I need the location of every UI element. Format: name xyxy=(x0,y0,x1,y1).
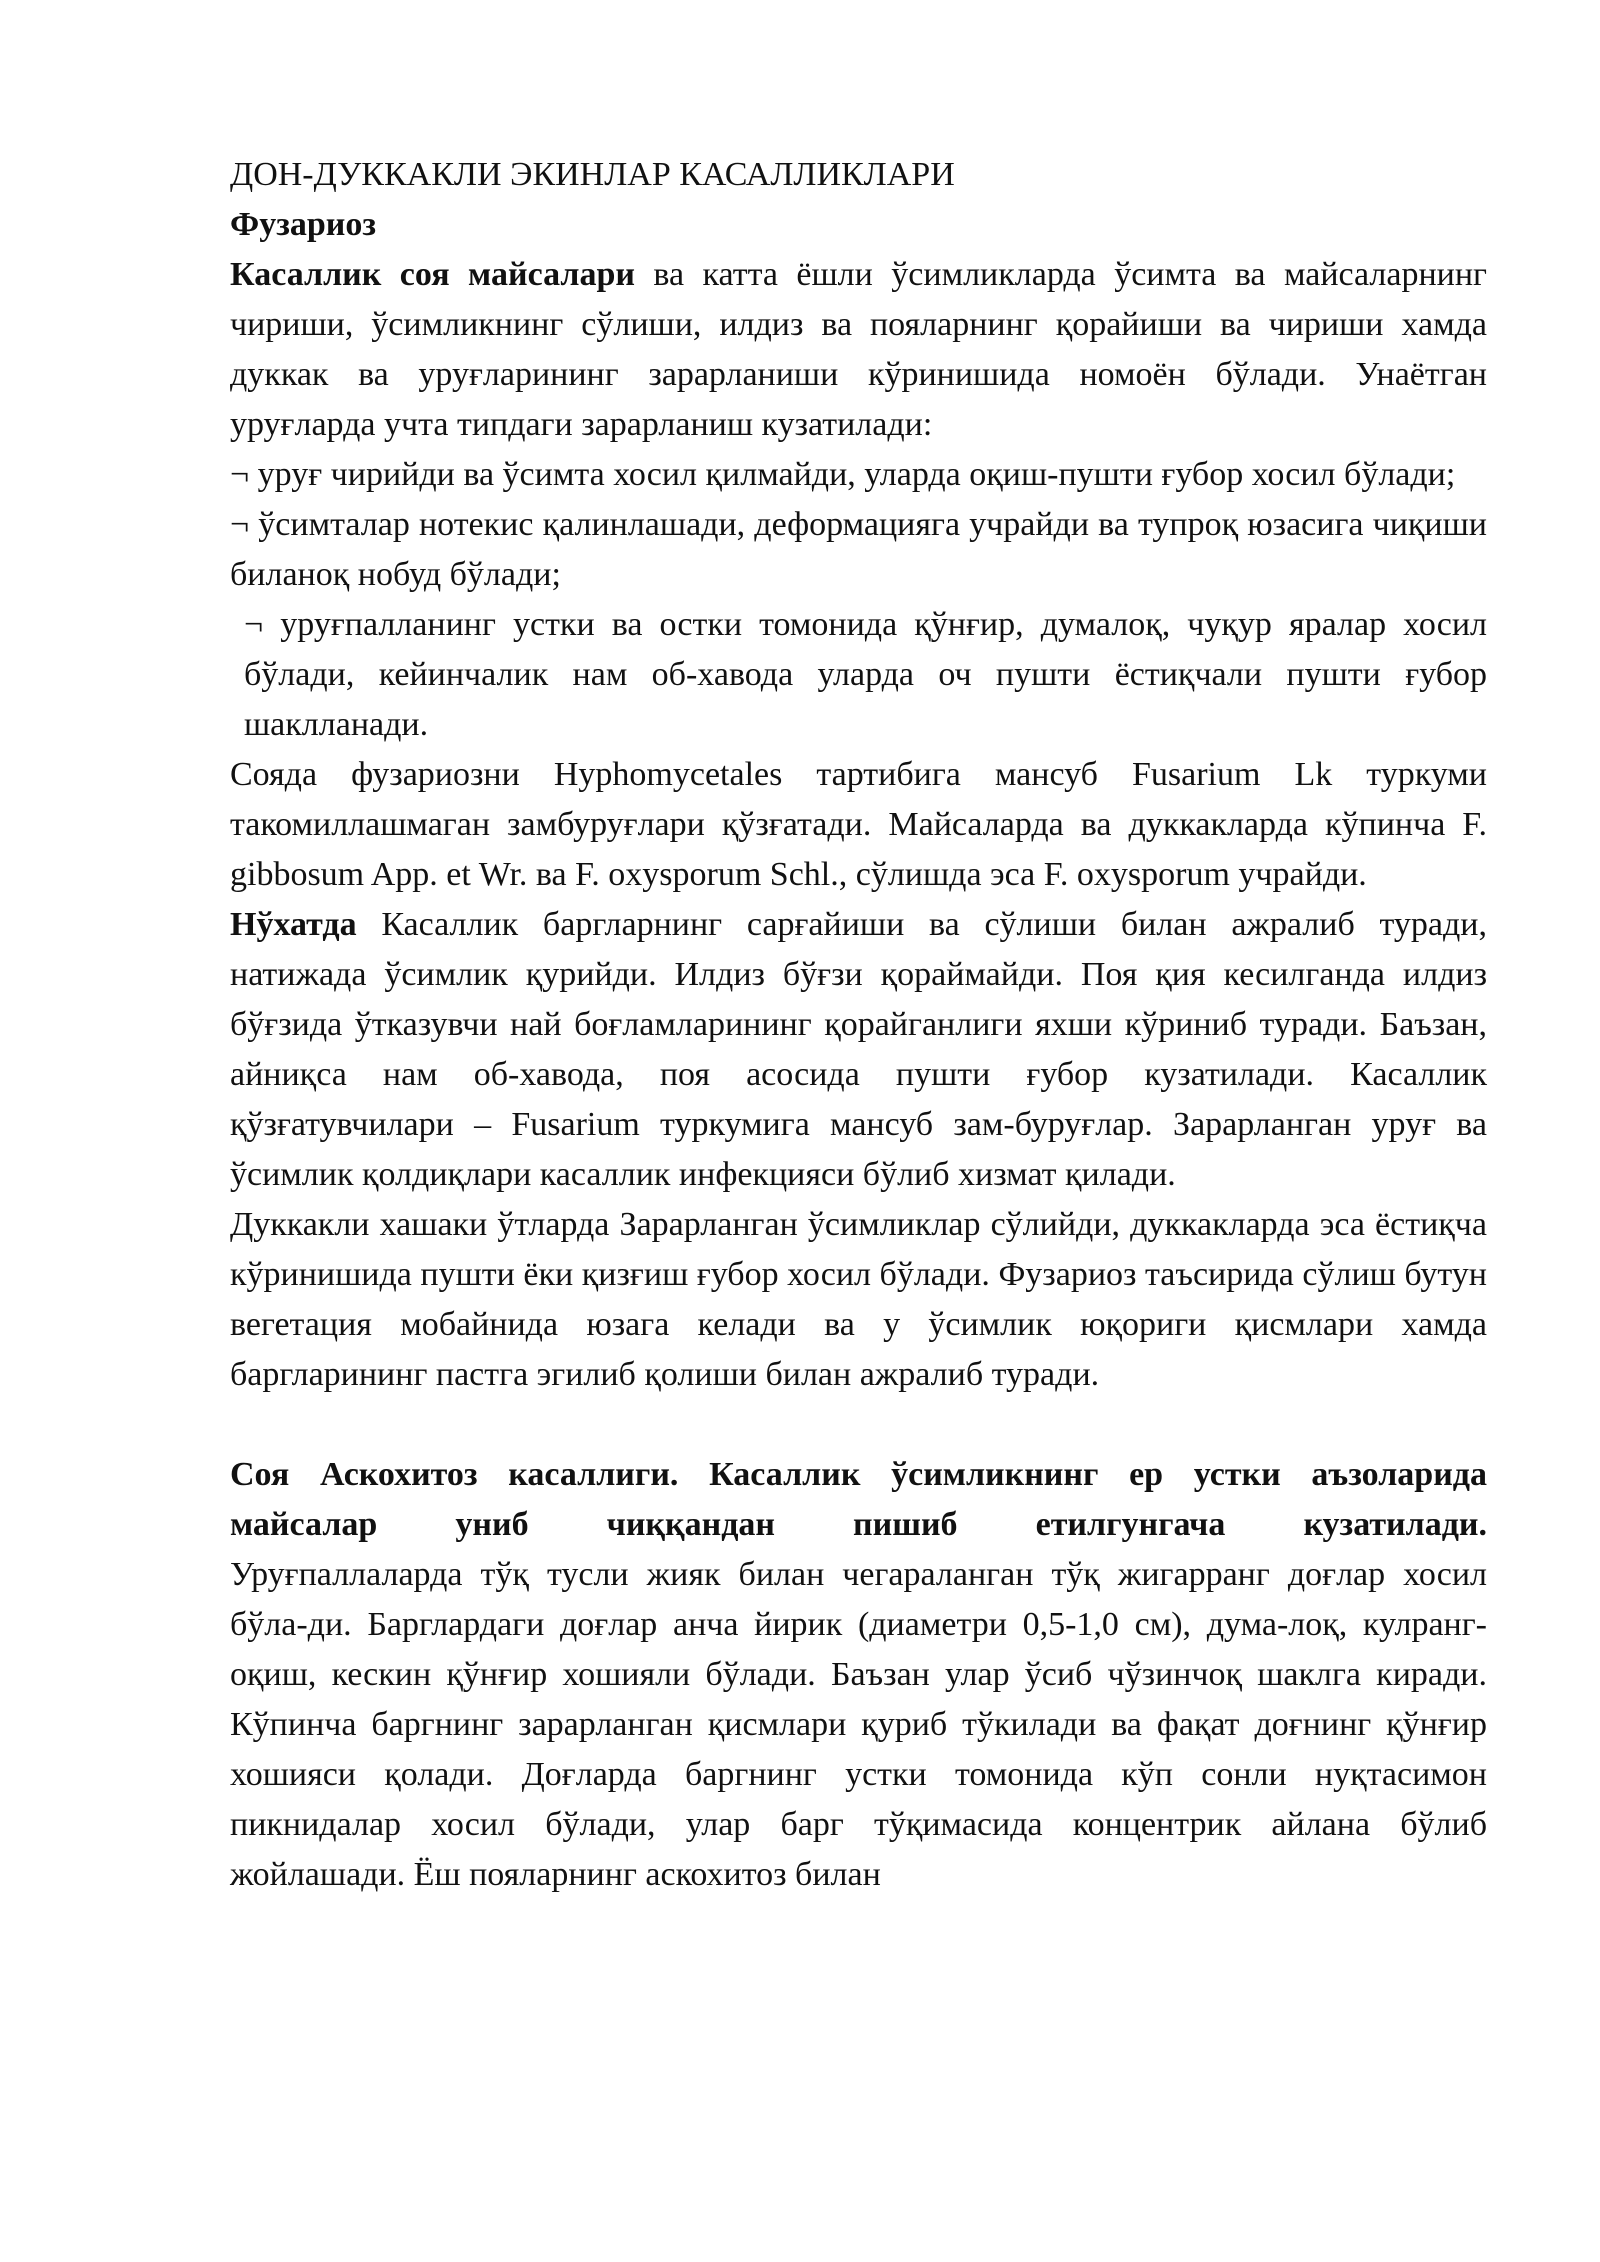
bullet-item-1: ¬ уруғ чирийди ва ўсимта хосил қилмайди, уларда оқиш-пушти ғубор хосил бўлади; xyxy=(230,456,1456,493)
paragraph-pathogen-soy: Сояда фузариозни Hyphomycetales тартибига мансуб Fusarium Lk туркуми такомиллашмаган замбуруғлари қўзғатади. Майсаларда ва дуккакларда кўпинча F. gibbosum App. et Wr. ва F. oxysporum Schl., сўлишда эса F. oxysporum учрайди. xyxy=(230,756,1487,893)
document-page xyxy=(230,150,1487,1900)
paragraph-forage-legumes: Дуккакли хашаки ўтларда Зарарланган ўсимликлар сўлийди, дуккакларда эса ёстиқча кўринишида пушти ёки қизғиш ғубор хосил бўлади. Фузариоз таъсирида сўлиш бутун вегетация мобайнида юзага келади ва у ўсимлик юқориги қисмлари хамда баргларининг пастга эгилиб қолиши билан ажралиб туради. xyxy=(230,1206,1487,1393)
bullet-item-3: ¬ уруғпалланинг устки ва остки томонида қўнғир, думалоқ, чуқур яралар хосил бўлади, кейинчалик нам об-хавода уларда оч пушти ёстиқчали пушти ғубор шаклланади. xyxy=(244,606,1487,743)
paragraph-ascochyta-symptoms: Уруғпаллаларда тўқ тусли жияк билан чегараланган тўқ жигарранг доғлар хосил бўла-ди. Барглардаги доғлар анча йирик (диаметри 0,5-1,0 см), дума-лоқ, кулранг-оқиш, кескин қўнғир хошияли бўлади. Баъзан улар ўсиб чўзинчоқ шаклга киради. Кўпинча баргнинг зарарланган қисмлари қуриб тўкилади ва фақат доғнинг қўнғир хошияси қолади. Доғларда баргнинг устки томонида кўп сонли нуқтасимон пикнидалар хосил бўлади, улар барг тўқимасида концентрик айлана бўлиб жойлашади. Ёш пояларнинг аскохитоз билан xyxy=(230,1556,1487,1893)
bullet-item-2: ¬ ўсимталар нотекис қалинлашади, деформацияга учрайди ва тупроқ юзасига чиқиши биланоқ нобуд бўлади; xyxy=(230,506,1487,593)
document-title: ДОН-ДУККАКЛИ ЭКИНЛАР КАСАЛЛИКЛАРИ xyxy=(230,156,955,193)
section-heading-fusarium: Фузариоз xyxy=(230,206,377,243)
paragraph-soy-seedlings xyxy=(230,250,1487,450)
section-heading-ascochyta: Соя Аскохитоз касаллиги. Касаллик ўсимликнинг ер устки аъзоларида майсалар униб чиққандан пишиб етилгунгача кузатилади. xyxy=(230,1456,1487,1543)
paragraph-body-soy: ва катта ёшли ўсимликларда ўсимта ва майсаларнинг чириши, ўсимликнинг сўлиши, илдиз ва пояларнинг қорайиши ва чириши хамда дуккак ва уруғларининг зарарланиши кўринишида номоён бўлади. Унаётган уруғларда учта типдаги зарарланиш кузатилади: xyxy=(230,256,1487,443)
paragraph-body-chickpea: Касаллик баргларнинг сарғайиши ва сўлиши билан ажралиб туради, натижада ўсимлик қурийди. Илдиз бўғзи қораймайди. Поя қия кесилганда илдиз бўғзида ўтказувчи най боғламларининг қорайганлиги яхши кўриниб туради. Баъзан, айниқса нам об-хавода, поя асосида пушти ғубор кузатилади. Касаллик қўзғатувчилари – Fusarium туркумига мансуб зам-буруғлар. Зарарланган уруғ ва ўсимлик қолдиқлари касаллик инфекцияси бўлиб хизмат қилади. xyxy=(230,906,1487,1193)
paragraph-spacer xyxy=(230,1400,1487,1450)
paragraph-lead-soy: Касаллик соя майсалари xyxy=(230,256,635,293)
paragraph-lead-chickpea: Нўхатда xyxy=(230,906,357,943)
paragraph-chickpea xyxy=(230,900,1487,1200)
